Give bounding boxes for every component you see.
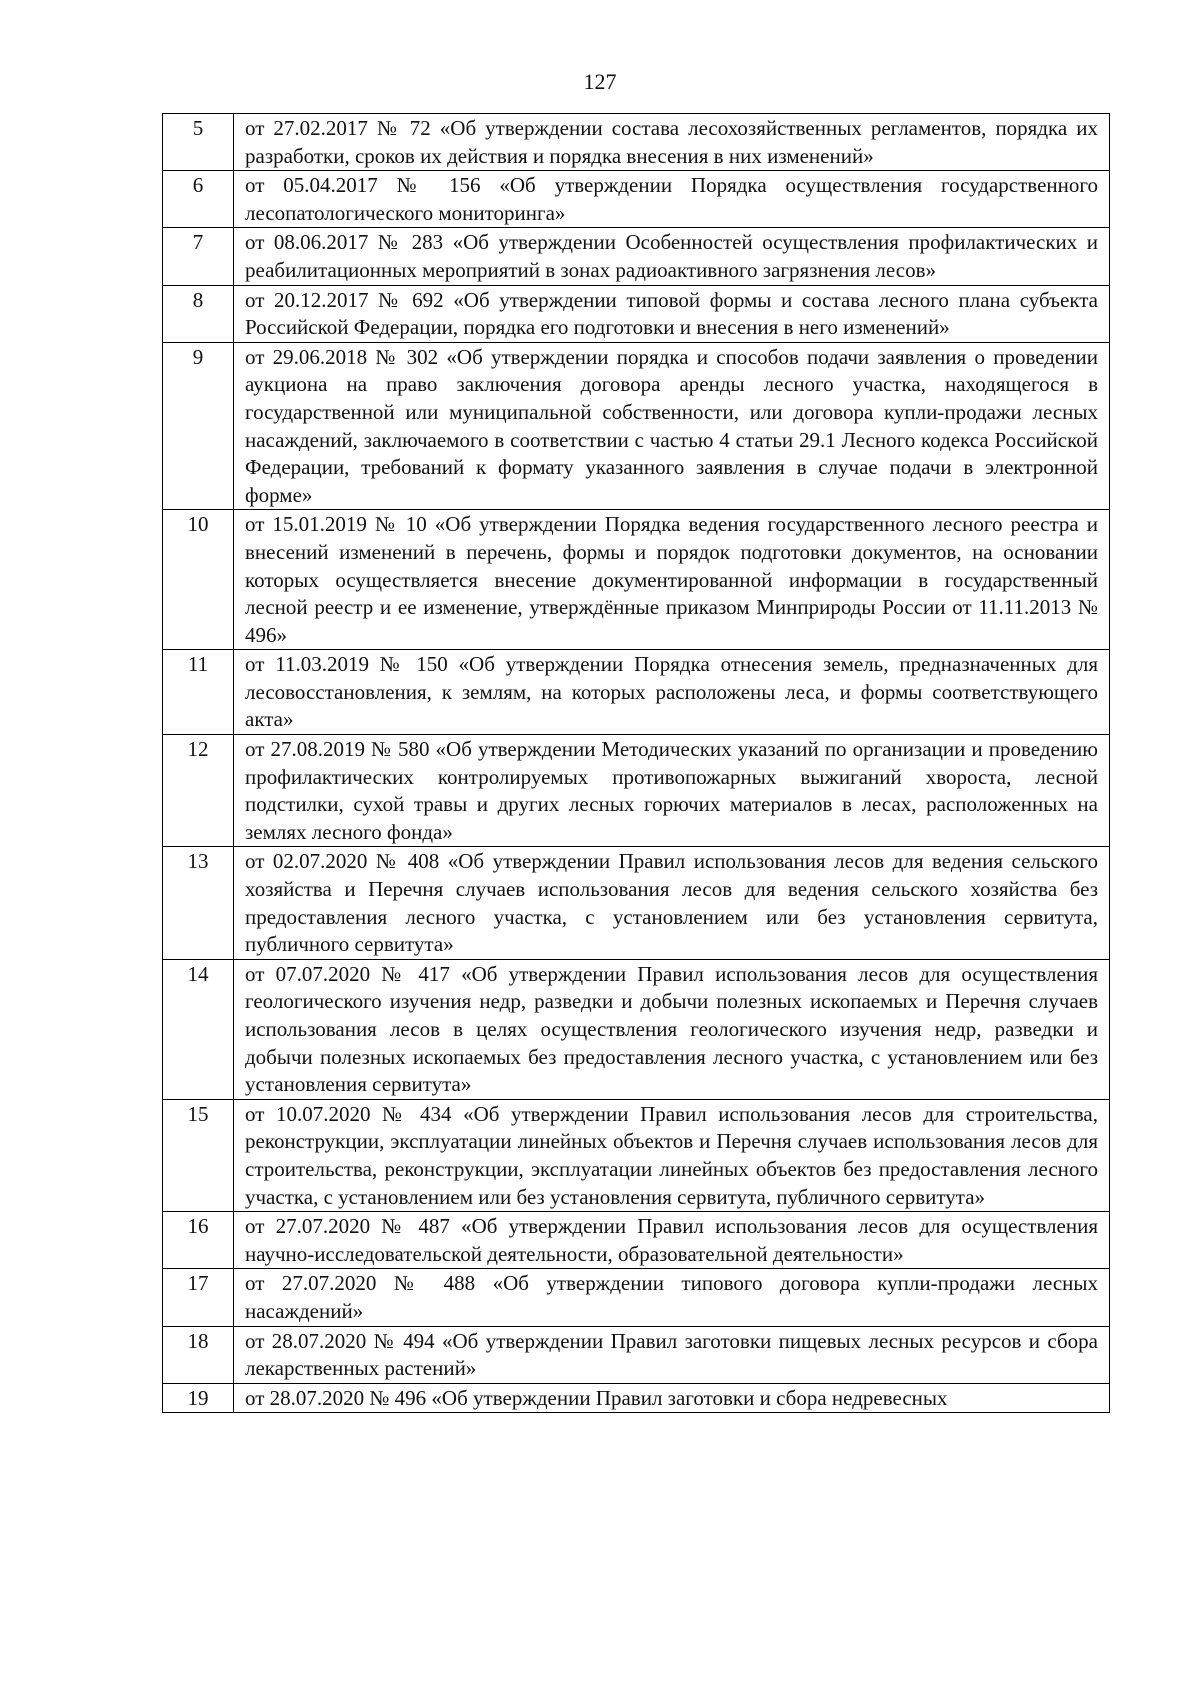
table-row: [163, 847, 1110, 959]
row-number: 14: [163, 959, 234, 1099]
order-description: от 27.07.2020 № 488 «Об утверждении типового договора купли-продажи лесных насаждений»: [234, 1269, 1110, 1326]
table-row: [163, 510, 1110, 650]
table-row: [163, 342, 1110, 510]
row-number: 5: [163, 114, 234, 171]
row-number: 12: [163, 735, 234, 847]
order-description: от 27.02.2017 № 72 «Об утверждении состава лесохозяйственных регламентов, порядка их разработки, сроков их действия и порядка внесения в них изменений»: [234, 114, 1110, 171]
page-number: 127: [583, 69, 617, 94]
row-number: 15: [163, 1099, 234, 1211]
row-number: 13: [163, 847, 234, 959]
table-row: [163, 650, 1110, 735]
row-number: 8: [163, 285, 234, 342]
row-number: 11: [163, 650, 234, 735]
order-description: от 05.04.2017 № 156 «Об утверждении Порядка осуществления государственного лесопатологического мониторинга»: [234, 171, 1110, 228]
order-description: от 02.07.2020 № 408 «Об утверждении Правил использования лесов для ведения сельского хозяйства и Перечня случаев использования лесов для ведения сельского хозяйства без предоставления лесного участка, с установлением или без установления сервитута, публичного сервитута»: [234, 847, 1110, 959]
row-number: 18: [163, 1326, 234, 1383]
orders-table-body: [163, 114, 1110, 1413]
table-row: [163, 1383, 1110, 1413]
row-number: 10: [163, 510, 234, 650]
table-row: [163, 228, 1110, 285]
order-description: от 08.06.2017 № 283 «Об утверждении Особенностей осуществления профилактических и реабилитационных мероприятий в зонах радиоактивного загрязнения лесов»: [234, 228, 1110, 285]
table-row: [163, 1326, 1110, 1383]
order-description: от 29.06.2018 № 302 «Об утверждении порядка и способов подачи заявления о проведении аукциона на право заключения договора аренды лесного участка, находящегося в государственной или муниципальной собственности, или договора купли-продажи лесных насаждений, заключаемого в соответствии с частью 4 статьи 29.1 Лесного кодекса Российской Федерации, требований к формату указанного заявления в случае подачи в электронной форме»: [234, 342, 1110, 510]
row-number: 16: [163, 1212, 234, 1269]
table-row: [163, 959, 1110, 1099]
row-number: 9: [163, 342, 234, 510]
order-description: от 27.08.2019 № 580 «Об утверждении Методических указаний по организации и проведению профилактических контролируемых противопожарных выжиганий хвороста, лесной подстилки, сухой травы и других лесных горючих материалов в лесах, расположенных на землях лесного фонда»: [234, 735, 1110, 847]
order-description: от 15.01.2019 № 10 «Об утверждении Порядка ведения государственного лесного реестра и внесений изменений в перечень, формы и порядок подготовки документов, на основании которых осуществляется внесение документированной информации в государственный лесной реестр и ее изменение, утверждённые приказом Минприроды России от 11.11.2013 № 496»: [234, 510, 1110, 650]
table-row: [163, 285, 1110, 342]
table-row: [163, 1269, 1110, 1326]
orders-table: [162, 113, 1110, 1413]
row-number: 7: [163, 228, 234, 285]
row-number: 6: [163, 171, 234, 228]
row-number: 17: [163, 1269, 234, 1326]
order-description: от 11.03.2019 № 150 «Об утверждении Порядка отнесения земель, предназначенных для лесовосстановления, к землям, на которых расположены леса, и формы соответствующего акта»: [234, 650, 1110, 735]
order-description: от 28.07.2020 № 496 «Об утверждении Правил заготовки и сбора недревесных: [234, 1383, 1110, 1413]
table-row: [163, 735, 1110, 847]
order-description: от 10.07.2020 № 434 «Об утверждении Правил использования лесов для строительства, реконструкции, эксплуатации линейных объектов и Перечня случаев использования лесов для строительства, реконструкции, эксплуатации линейных объектов без предоставления лесного участка, с установлением или без установления сервитута, публичного сервитута»: [234, 1099, 1110, 1211]
order-description: от 28.07.2020 № 494 «Об утверждении Правил заготовки пищевых лесных ресурсов и сбора лекарственных растений»: [234, 1326, 1110, 1383]
table-row: [163, 1099, 1110, 1211]
table-row: [163, 114, 1110, 171]
order-description: от 27.07.2020 № 487 «Об утверждении Правил использования лесов для осуществления научно-исследовательской деятельности, образовательной деятельности»: [234, 1212, 1110, 1269]
order-description: от 20.12.2017 № 692 «Об утверждении типовой формы и состава лесного плана субъекта Российской Федерации, порядка его подготовки и внесения в него изменений»: [234, 285, 1110, 342]
table-row: [163, 171, 1110, 228]
order-description: от 07.07.2020 № 417 «Об утверждении Правил использования лесов для осуществления геологического изучения недр, разведки и добычи полезных ископаемых и Перечня случаев использования лесов в целях осуществления геологического изучения недр, разведки и добычи полезных ископаемых без предоставления лесного участка, с установлением или без установления сервитута»: [234, 959, 1110, 1099]
table-row: [163, 1212, 1110, 1269]
row-number: 19: [163, 1383, 234, 1413]
